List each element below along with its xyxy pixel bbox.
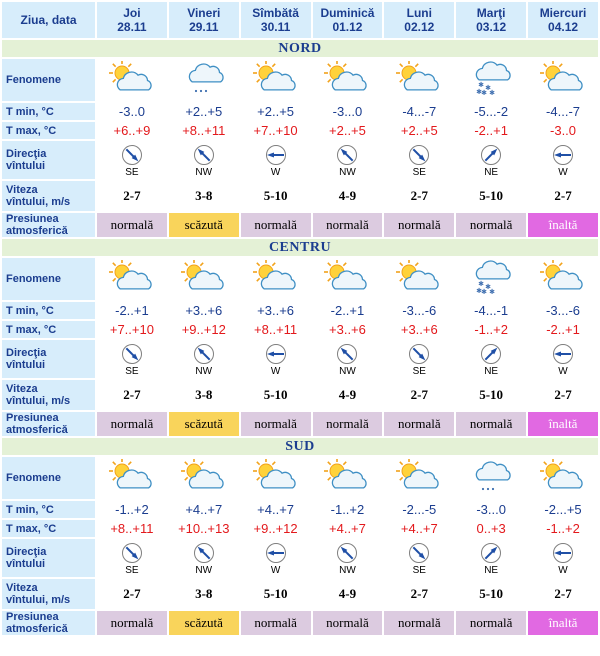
region-title: SUD [2, 438, 598, 455]
day-header [97, 2, 167, 38]
tmin-value: -3...0 [456, 501, 526, 518]
wind-direction-label-text: Direcţia [6, 148, 47, 160]
day-name: Miercuri [539, 6, 587, 20]
wind-speed-value: 5-10 [456, 380, 526, 410]
day-header [241, 2, 311, 38]
tmin-row [2, 103, 598, 120]
day-header [384, 2, 454, 38]
svg-text:✱: ✱ [478, 82, 485, 89]
tmax-value: +7..+10 [241, 122, 311, 139]
wind-direction-cell [313, 340, 383, 378]
tmin-label-text: T min, °C [6, 503, 54, 516]
wind-compass-icon [408, 343, 430, 365]
wind-speed-value: 5-10 [241, 380, 311, 410]
weather-cell [456, 258, 526, 300]
wind-direction-cell [456, 141, 526, 179]
wind-speed-value: 5-10 [241, 579, 311, 609]
pressure-value: înaltă [528, 412, 598, 436]
svg-text:✱: ✱ [481, 90, 488, 97]
wind-compass-icon [480, 343, 502, 365]
wind-direction-cell [528, 340, 598, 378]
weather-cell [528, 457, 598, 499]
pressure-value: normală [241, 611, 311, 635]
wind-direction-label [2, 539, 95, 577]
region-row [2, 438, 598, 455]
day-name: Marţi [476, 6, 506, 20]
day-date: 03.12 [476, 20, 507, 34]
weather-cell [241, 59, 311, 101]
weather-cell [384, 258, 454, 300]
wind-direction-cell [456, 340, 526, 378]
tmax-value: +3..+6 [384, 321, 454, 338]
wind-speed-value: 2-7 [528, 181, 598, 211]
partly-cloudy-icon [250, 459, 302, 497]
pressure-value: înaltă [528, 213, 598, 237]
tmax-value: -1..+2 [528, 520, 598, 537]
pressure-value: normală [456, 213, 526, 237]
day-date: 29.11 [189, 20, 219, 34]
tmin-value: -1..+2 [97, 501, 167, 518]
tmin-value: -3...-6 [528, 302, 598, 319]
weather-cell [528, 59, 598, 101]
tmax-value: +8..+11 [169, 122, 239, 139]
wind-compass-icon [552, 542, 574, 564]
tmin-value: -2...-5 [384, 501, 454, 518]
tmin-row [2, 501, 598, 518]
tmin-value: -4...-7 [528, 103, 598, 120]
phenomena-label [2, 258, 95, 300]
wind-speed-value: 4-9 [313, 380, 383, 410]
wind-compass-icon [265, 343, 287, 365]
wind-direction-value: NE [484, 365, 499, 377]
tmax-value: -1..+2 [456, 321, 526, 338]
tmax-value: +2..+5 [384, 122, 454, 139]
partly-cloudy-icon [393, 61, 445, 99]
pressure-label [2, 213, 95, 237]
cloud-snow-icon [465, 61, 517, 99]
wind-direction-value: W [558, 564, 568, 576]
wind-direction-cell [97, 539, 167, 577]
wind-direction-value: SE [125, 365, 139, 377]
wind-direction-row [2, 141, 598, 179]
pressure-value: normală [384, 611, 454, 635]
wind-compass-icon [336, 144, 358, 166]
svg-text:✱: ✱ [481, 289, 488, 296]
tmax-row [2, 122, 598, 139]
wind-speed-value: 2-7 [97, 181, 167, 211]
phenomena-label [2, 457, 95, 499]
wind-direction-cell [169, 340, 239, 378]
wind-direction-cell [384, 340, 454, 378]
pressure-value: normală [384, 213, 454, 237]
wind-speed-label [2, 380, 95, 410]
tmin-value: -3...0 [313, 103, 383, 120]
pressure-label-text: Presiunea [6, 611, 59, 623]
tmin-value: -5...-2 [456, 103, 526, 120]
partly-cloudy-icon [537, 260, 589, 298]
wind-direction-label-text-2: vîntului [6, 558, 46, 570]
wind-compass-icon [552, 144, 574, 166]
tmin-value: +2..+5 [169, 103, 239, 120]
pressure-value: înaltă [528, 611, 598, 635]
wind-speed-value: 2-7 [97, 579, 167, 609]
wind-direction-cell [97, 141, 167, 179]
svg-text:✱: ✱ [478, 281, 485, 288]
tmin-value: +2..+5 [241, 103, 311, 120]
region-row [2, 239, 598, 256]
tmin-value: +4..+7 [241, 501, 311, 518]
day-date: 28.11 [117, 20, 147, 34]
wind-speed-label-text: Viteza [6, 582, 38, 594]
pressure-label-text: Presiunea [6, 213, 59, 225]
tmin-label-text: T min, °C [6, 304, 54, 317]
wind-direction-value: NE [484, 564, 499, 576]
partly-cloudy-icon [106, 459, 158, 497]
tmax-label [2, 520, 95, 537]
tmax-value: 0..+3 [456, 520, 526, 537]
wind-direction-row [2, 340, 598, 378]
weather-cell [169, 457, 239, 499]
weather-cell [169, 258, 239, 300]
wind-speed-value: 2-7 [384, 380, 454, 410]
partly-cloudy-icon [321, 459, 373, 497]
wind-direction-cell [241, 340, 311, 378]
tmin-value: -3..0 [97, 103, 167, 120]
tmax-value: +9..+12 [169, 321, 239, 338]
weather-cell [528, 258, 598, 300]
wind-speed-value: 2-7 [528, 380, 598, 410]
wind-compass-icon [193, 542, 215, 564]
tmax-label [2, 321, 95, 338]
day-header [528, 2, 598, 38]
wind-direction-value: NW [339, 365, 356, 377]
day-header [313, 2, 383, 38]
svg-text:✱: ✱ [485, 284, 492, 291]
wind-speed-value: 4-9 [313, 579, 383, 609]
wind-direction-label [2, 340, 95, 378]
wind-speed-label-text-2: vîntului, m/s [6, 395, 71, 407]
wind-speed-label-text-2: vîntului, m/s [6, 594, 71, 606]
pressure-value: normală [241, 412, 311, 436]
wind-direction-value: NW [195, 365, 213, 377]
wind-compass-icon [265, 542, 287, 564]
wind-direction-cell [456, 539, 526, 577]
tmax-value: +4..+7 [384, 520, 454, 537]
wind-compass-icon [265, 144, 287, 166]
pressure-value: normală [313, 611, 383, 635]
day-name: Joi [123, 6, 141, 20]
tmin-value: -4...-1 [456, 302, 526, 319]
wind-compass-icon [552, 343, 574, 365]
partly-cloudy-icon [537, 459, 589, 497]
tmin-label [2, 103, 95, 120]
wind-speed-label [2, 181, 95, 211]
tmax-value: +9..+12 [241, 520, 311, 537]
wind-direction-value: W [270, 166, 281, 178]
wind-direction-label-text-2: vîntului [6, 359, 46, 371]
pressure-value: scăzută [169, 213, 239, 237]
wind-direction-cell [528, 539, 598, 577]
phenomena-row [2, 258, 598, 300]
tmax-label-text: T max, °C [6, 522, 57, 535]
tmin-value: -4...-7 [384, 103, 454, 120]
wind-compass-icon [121, 542, 143, 564]
tmax-value: +2..+5 [313, 122, 383, 139]
region-title: NORD [2, 40, 598, 57]
pressure-value: scăzută [169, 412, 239, 436]
wind-speed-value: 5-10 [456, 579, 526, 609]
tmin-value: +4..+7 [169, 501, 239, 518]
wind-speed-label [2, 579, 95, 609]
wind-direction-row [2, 539, 598, 577]
header-corner-label: Ziua, data [2, 2, 95, 38]
wind-compass-icon [193, 343, 215, 365]
wind-direction-value: NW [195, 166, 213, 178]
wind-compass-icon [336, 542, 358, 564]
wind-direction-cell [169, 141, 239, 179]
pressure-value: normală [313, 412, 383, 436]
weather-cell [97, 59, 167, 101]
wind-speed-label-text-2: vîntului, m/s [6, 196, 71, 208]
weather-cell [313, 258, 383, 300]
wind-speed-value: 5-10 [456, 181, 526, 211]
partly-cloudy-icon [178, 260, 230, 298]
weather-cell [456, 59, 526, 101]
phenomena-label [2, 59, 95, 101]
weather-cell [384, 59, 454, 101]
tmin-label [2, 302, 95, 319]
day-name: Duminică [320, 6, 375, 20]
pressure-label-text-2: atmosferică [6, 424, 68, 436]
tmin-value: -2..+1 [97, 302, 167, 319]
phenomena-row [2, 59, 598, 101]
partly-cloudy-icon [106, 61, 158, 99]
tmax-value: +4..+7 [313, 520, 383, 537]
weather-cell [313, 457, 383, 499]
wind-direction-label-text-2: vîntului [6, 160, 46, 172]
wind-speed-value: 5-10 [241, 181, 311, 211]
partly-cloudy-icon [250, 61, 302, 99]
tmin-label [2, 501, 95, 518]
wind-speed-value: 2-7 [384, 181, 454, 211]
wind-compass-icon [480, 144, 502, 166]
wind-compass-icon [193, 144, 215, 166]
wind-direction-cell [313, 539, 383, 577]
tmin-value: -3...-6 [384, 302, 454, 319]
wind-direction-cell [313, 141, 383, 179]
wind-direction-value: SE [412, 564, 426, 576]
tmax-label [2, 122, 95, 139]
wind-direction-value: SE [125, 166, 139, 178]
pressure-value: normală [97, 412, 167, 436]
weather-cell [241, 258, 311, 300]
wind-direction-cell [384, 539, 454, 577]
tmax-value: +7..+10 [97, 321, 167, 338]
wind-speed-row [2, 380, 598, 410]
day-header [456, 2, 526, 38]
wind-speed-label-text: Viteza [6, 383, 38, 395]
pressure-label-text-2: atmosferică [6, 623, 68, 635]
tmax-value: -2..+1 [456, 122, 526, 139]
wind-direction-value: W [270, 564, 281, 576]
wind-speed-value: 2-7 [97, 380, 167, 410]
region-title: CENTRU [2, 239, 598, 256]
pressure-label-text: Presiunea [6, 412, 59, 424]
pressure-value: normală [313, 213, 383, 237]
wind-direction-cell [241, 539, 311, 577]
weather-cell [169, 59, 239, 101]
pressure-label [2, 412, 95, 436]
wind-direction-value: W [270, 365, 281, 377]
tmax-value: -2..+1 [528, 321, 598, 338]
wind-speed-row [2, 579, 598, 609]
day-date: 01.12 [332, 20, 363, 34]
tmax-label-text: T max, °C [6, 323, 57, 336]
day-header [169, 2, 239, 38]
wind-speed-value: 3-8 [169, 181, 239, 211]
wind-compass-icon [480, 542, 502, 564]
wind-direction-cell [97, 340, 167, 378]
pressure-row [2, 213, 598, 237]
phenomena-row [2, 457, 598, 499]
wind-direction-value: NW [195, 564, 213, 576]
svg-text:✱: ✱ [489, 289, 496, 296]
day-name: Sîmbătă [252, 6, 299, 20]
tmin-value: +3..+6 [241, 302, 311, 319]
pressure-label-text-2: atmosferică [6, 225, 68, 237]
partly-cloudy-icon [393, 459, 445, 497]
partly-cloudy-icon [537, 61, 589, 99]
wind-direction-label [2, 141, 95, 179]
day-date: 02.12 [404, 20, 435, 34]
wind-direction-value: SE [125, 564, 139, 576]
tmin-row [2, 302, 598, 319]
day-date: 30.11 [260, 20, 291, 34]
wind-direction-value: SE [412, 166, 426, 178]
partly-cloudy-icon [321, 61, 373, 99]
region-row [2, 40, 598, 57]
wind-compass-icon [408, 542, 430, 564]
wind-direction-value: NW [339, 166, 356, 178]
wind-speed-row [2, 181, 598, 211]
pressure-row [2, 611, 598, 635]
pressure-value: normală [456, 412, 526, 436]
tmin-value: +3..+6 [169, 302, 239, 319]
partly-cloudy-icon [250, 260, 302, 298]
wind-speed-value: 2-7 [528, 579, 598, 609]
phenomena-label-text: Fenomene [6, 273, 62, 285]
tmax-value: +8..+11 [241, 321, 311, 338]
partly-cloudy-icon [321, 260, 373, 298]
tmin-label-text: T min, °C [6, 105, 54, 118]
wind-speed-value: 2-7 [384, 579, 454, 609]
day-name: Vineri [187, 6, 221, 20]
svg-text:✱: ✱ [489, 90, 496, 97]
header-row [2, 2, 598, 38]
day-date: 04.12 [548, 20, 579, 34]
wind-speed-value: 4-9 [313, 181, 383, 211]
wind-speed-value: 3-8 [169, 579, 239, 609]
weather-cell [384, 457, 454, 499]
tmax-value: +8..+11 [97, 520, 167, 537]
pressure-value: normală [97, 213, 167, 237]
tmax-row [2, 520, 598, 537]
weather-cell [456, 457, 526, 499]
svg-text:✱: ✱ [476, 288, 483, 295]
wind-direction-cell [241, 141, 311, 179]
pressure-value: scăzută [169, 611, 239, 635]
wind-direction-cell [169, 539, 239, 577]
wind-direction-cell [528, 141, 598, 179]
tmax-value: +3..+6 [313, 321, 383, 338]
day-name: Luni [406, 6, 432, 20]
wind-compass-icon [121, 343, 143, 365]
pressure-value: normală [456, 611, 526, 635]
tmin-value: -1..+2 [313, 501, 383, 518]
tmax-row [2, 321, 598, 338]
tmax-value: +10..+13 [169, 520, 239, 537]
partly-cloudy-icon [106, 260, 158, 298]
weather-cell [97, 258, 167, 300]
wind-speed-label-text: Viteza [6, 184, 38, 196]
pressure-value: normală [384, 412, 454, 436]
partly-cloudy-icon [393, 260, 445, 298]
pressure-value: normală [97, 611, 167, 635]
svg-text:✱: ✱ [476, 89, 483, 96]
partly-cloudy-icon [178, 459, 230, 497]
wind-compass-icon [408, 144, 430, 166]
pressure-label [2, 611, 95, 635]
tmax-value: -3..0 [528, 122, 598, 139]
wind-direction-value: W [558, 166, 568, 178]
cloud-light-snow-icon [178, 61, 230, 99]
wind-direction-value: SE [412, 365, 426, 377]
wind-compass-icon [121, 144, 143, 166]
tmax-value: +6..+9 [97, 122, 167, 139]
wind-direction-value: W [558, 365, 568, 377]
weather-cell [313, 59, 383, 101]
phenomena-label-text: Fenomene [6, 472, 62, 484]
wind-direction-value: NE [484, 166, 499, 178]
tmax-label-text: T max, °C [6, 124, 57, 137]
pressure-row [2, 412, 598, 436]
cloud-light-snow-icon [465, 459, 517, 497]
weather-cell [97, 457, 167, 499]
tmin-value: -2...+5 [528, 501, 598, 518]
pressure-value: normală [241, 213, 311, 237]
cloud-snow-icon [465, 260, 517, 298]
wind-direction-cell [384, 141, 454, 179]
svg-text:✱: ✱ [485, 85, 492, 92]
wind-compass-icon [336, 343, 358, 365]
tmin-value: -2..+1 [313, 302, 383, 319]
wind-direction-label-text: Direcţia [6, 347, 47, 359]
weather-cell [241, 457, 311, 499]
wind-direction-label-text: Direcţia [6, 546, 47, 558]
phenomena-label-text: Fenomene [6, 74, 62, 86]
wind-direction-value: NW [339, 564, 356, 576]
wind-speed-value: 3-8 [169, 380, 239, 410]
